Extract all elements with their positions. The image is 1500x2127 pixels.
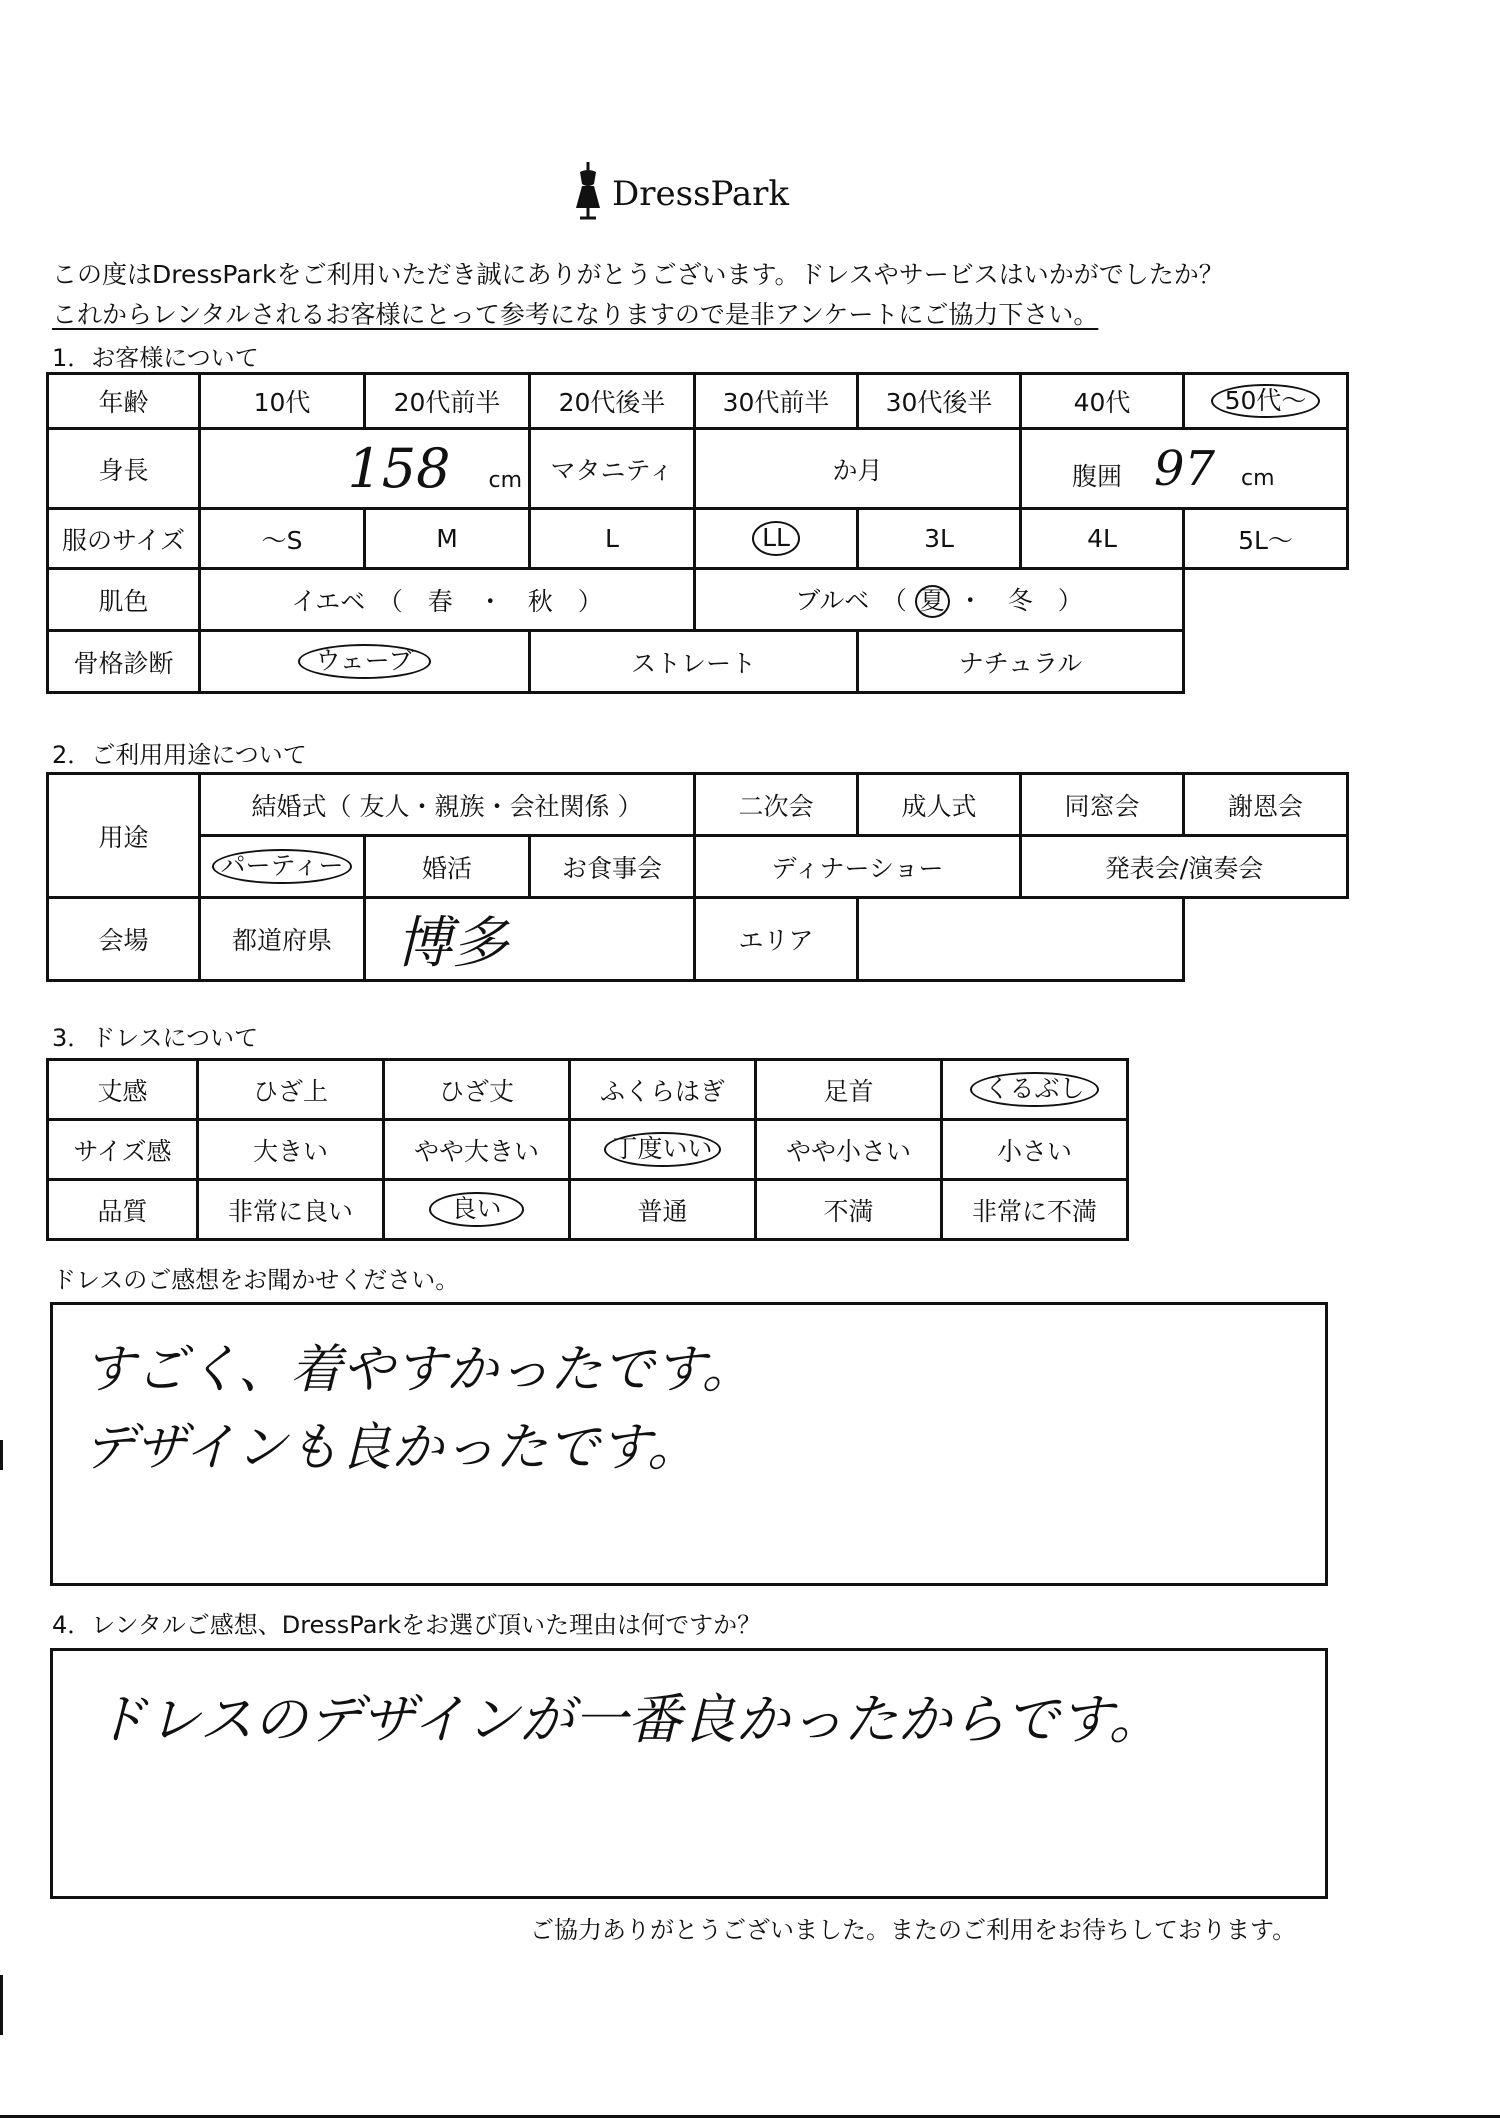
- dress-form-icon: [570, 160, 606, 220]
- customer-table: [46, 372, 1349, 694]
- usage-row-1: [48, 774, 1348, 836]
- fit-option[interactable]: 小さい: [942, 1120, 1128, 1180]
- height-unit: cm: [488, 468, 522, 493]
- footer-thanks: ご協力ありがとうございました。またのご利用をお待ちしております。: [530, 1916, 1297, 1944]
- purpose-label: 用途: [48, 774, 200, 898]
- usage-option[interactable]: ディナーショー: [695, 836, 1021, 898]
- impression-prompt: ドレスのご感想をお聞かせください。: [52, 1266, 460, 1294]
- quality-row: [48, 1180, 1128, 1240]
- scan-edge-left: [0, 1975, 3, 2035]
- age-option[interactable]: 40代: [1021, 374, 1184, 429]
- age-option[interactable]: 10代: [200, 374, 365, 429]
- usage-option[interactable]: 発表会/演奏会: [1021, 836, 1348, 898]
- skin-row: [48, 569, 1348, 631]
- section4-title: 4．レンタルご感想、DressParkをお選び頂いた理由は何ですか？: [52, 1611, 762, 1639]
- scan-edge-left: [0, 1440, 3, 1470]
- brand-logo: [570, 160, 810, 220]
- skin-label: 肌色: [48, 569, 200, 631]
- selection-circle: ウェーブ: [298, 644, 432, 679]
- size-option[interactable]: 3L: [858, 509, 1021, 569]
- size-option[interactable]: M: [365, 509, 530, 569]
- age-row: [48, 374, 1348, 429]
- size-option-selected[interactable]: [695, 509, 858, 569]
- length-option[interactable]: 足首: [756, 1060, 942, 1120]
- usage-option[interactable]: 成人式: [858, 774, 1021, 836]
- height-label: 身長: [48, 429, 200, 509]
- age-option[interactable]: 30代後半: [858, 374, 1021, 429]
- length-option[interactable]: ひざ丈: [384, 1060, 570, 1120]
- prefecture-value: 博多: [396, 911, 508, 976]
- usage-option-selected[interactable]: [200, 836, 365, 898]
- impression-box[interactable]: [50, 1302, 1328, 1586]
- selection-circle: パーティー: [212, 849, 351, 884]
- length-option[interactable]: ふくらはぎ: [570, 1060, 756, 1120]
- impression-line-2: デザインも良かったです。: [83, 1418, 700, 1478]
- area-field[interactable]: [858, 898, 1184, 981]
- waist-unit: cm: [1241, 465, 1275, 491]
- intro-line-1: この度はDressParkをご利用いただき誠にありがとうございます。ドレスやサービスはいかがでしたか？: [52, 260, 1224, 289]
- quality-label: 品質: [48, 1180, 198, 1240]
- maternity-label: マタニティ: [530, 429, 695, 509]
- selection-circle: 夏: [915, 585, 950, 618]
- quality-option[interactable]: 不満: [756, 1180, 942, 1240]
- waist-field[interactable]: [1021, 429, 1348, 509]
- usage-option[interactable]: 二次会: [695, 774, 858, 836]
- section2-title: 2．ご利用用途について: [52, 741, 307, 769]
- fit-option[interactable]: 大きい: [198, 1120, 384, 1180]
- usage-option[interactable]: 謝恩会: [1184, 774, 1348, 836]
- selection-circle: LL: [752, 521, 800, 556]
- waist-value: 97: [1153, 440, 1216, 497]
- dress-table: [46, 1058, 1129, 1241]
- fit-label: サイズ感: [48, 1120, 198, 1180]
- usage-option[interactable]: 結婚式（ 友人・親族・会社関係 ）: [200, 774, 695, 836]
- impression-line-1: すごく、着やすかったです。: [83, 1340, 754, 1400]
- skeleton-option[interactable]: ストレート: [530, 631, 858, 693]
- usage-row-2: [48, 836, 1348, 898]
- reason-answer: ドレスのデザインが一番良かったからです。: [93, 1688, 1163, 1751]
- fit-row: [48, 1120, 1128, 1180]
- size-option[interactable]: 〜S: [200, 509, 365, 569]
- yellow-base-option[interactable]: イエベ （ 春 ・ 秋 ）: [200, 569, 695, 631]
- age-option[interactable]: 20代後半: [530, 374, 695, 429]
- prefecture-label: 都道府県: [200, 898, 365, 981]
- size-row: [48, 509, 1348, 569]
- quality-option[interactable]: 普通: [570, 1180, 756, 1240]
- size-option[interactable]: 5L〜: [1184, 509, 1348, 569]
- length-option[interactable]: ひざ上: [198, 1060, 384, 1120]
- height-row: [48, 429, 1348, 509]
- blue-base-option[interactable]: [695, 569, 1184, 631]
- maternity-field[interactable]: [695, 429, 1021, 509]
- blue-base-rest: ・ 冬 ）: [957, 586, 1083, 616]
- age-option[interactable]: 30代前半: [695, 374, 858, 429]
- section3-title: 3．ドレスについて: [52, 1024, 259, 1052]
- empty-cell: [1184, 898, 1348, 981]
- blue-base-label: ブルベ （: [795, 586, 907, 616]
- age-option-selected[interactable]: [1184, 374, 1348, 429]
- selection-circle: 50代〜: [1211, 384, 1321, 419]
- skeleton-option[interactable]: ナチュラル: [858, 631, 1184, 693]
- size-option[interactable]: 4L: [1021, 509, 1184, 569]
- height-value: 158: [347, 437, 451, 500]
- skeleton-label: 骨格診断: [48, 631, 200, 693]
- length-label: 丈感: [48, 1060, 198, 1120]
- skeleton-row: [48, 631, 1348, 693]
- usage-table: [46, 772, 1349, 982]
- empty-cell: [1184, 569, 1348, 631]
- skeleton-option-selected[interactable]: [200, 631, 530, 693]
- section1-title: 1．お客様について: [52, 344, 259, 372]
- selection-circle: 良い: [429, 1192, 523, 1227]
- waist-label: 腹囲: [1072, 461, 1123, 491]
- fit-option[interactable]: やや小さい: [756, 1120, 942, 1180]
- quality-option-selected[interactable]: [384, 1180, 570, 1240]
- prefecture-field[interactable]: [365, 898, 695, 981]
- maternity-unit: か月: [832, 455, 883, 485]
- fit-option-selected[interactable]: [570, 1120, 756, 1180]
- reason-box[interactable]: [50, 1648, 1328, 1899]
- age-label: 年齢: [48, 374, 200, 429]
- selection-circle: くるぶし: [970, 1072, 1098, 1107]
- area-label: エリア: [695, 898, 858, 981]
- height-field[interactable]: [200, 429, 530, 509]
- usage-option[interactable]: お食事会: [530, 836, 695, 898]
- venue-row: [48, 898, 1348, 981]
- usage-option[interactable]: 同窓会: [1021, 774, 1184, 836]
- size-option[interactable]: L: [530, 509, 695, 569]
- brand-name: DressPark: [612, 174, 790, 214]
- quality-option[interactable]: 非常に良い: [198, 1180, 384, 1240]
- venue-label: 会場: [48, 898, 200, 981]
- scan-bottom-line: [0, 2115, 1500, 2118]
- age-option[interactable]: 20代前半: [365, 374, 530, 429]
- quality-option[interactable]: 非常に不満: [942, 1180, 1128, 1240]
- fit-option[interactable]: やや大きい: [384, 1120, 570, 1180]
- selection-circle: 丁度いい: [604, 1132, 720, 1167]
- length-option-selected[interactable]: [942, 1060, 1128, 1120]
- length-row: [48, 1060, 1128, 1120]
- intro-line-2: これからレンタルされるお客様にとって参考になりますので是非アンケートにご協力下さい。: [52, 300, 1099, 329]
- usage-option[interactable]: 婚活: [365, 836, 530, 898]
- size-label: 服のサイズ: [48, 509, 200, 569]
- empty-cell: [1184, 631, 1348, 693]
